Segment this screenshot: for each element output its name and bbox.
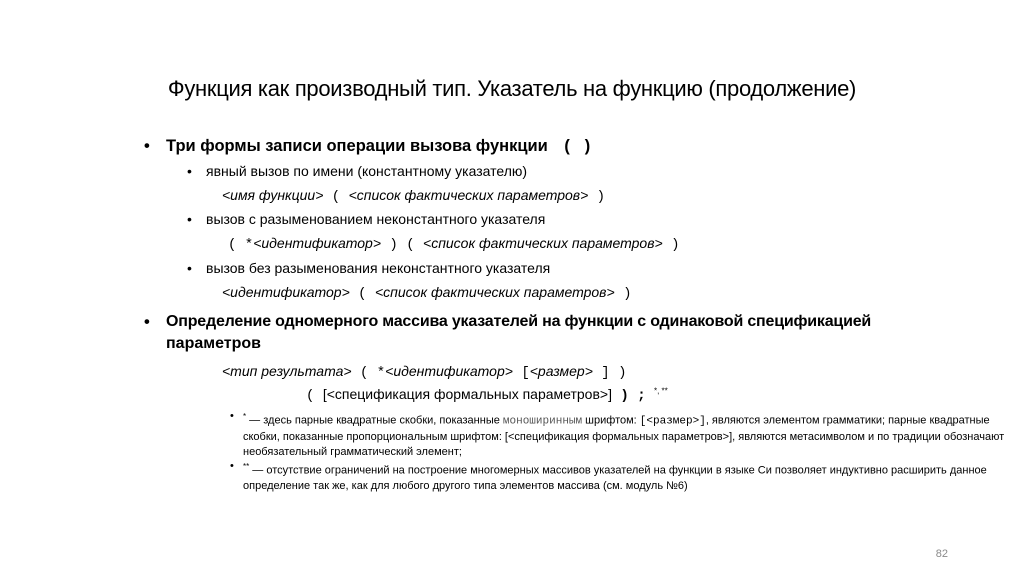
syntax-array-decl-line2 — [306, 386, 668, 404]
call-operator: ( ) — [562, 137, 593, 156]
syntax-part: ) — [588, 189, 606, 205]
sub-bullet-deref-call: вызов с разыменованием неконстантного указателя — [206, 211, 546, 227]
syntax-no-deref-call — [222, 284, 631, 302]
bullet-array-definition-cont: параметров — [166, 335, 261, 352]
syntax-part: ( — [323, 189, 349, 205]
sub-bullet-no-deref-call: вызов без разыменования неконстантного указателя — [206, 260, 551, 276]
syntax-part: ( * — [228, 237, 254, 253]
syntax-part: [<спецификация формальных параметров>] — [322, 386, 612, 402]
footnote-marks: *, ** — [654, 386, 668, 396]
syntax-part: <идентификатор> — [222, 284, 350, 300]
bullet-dot: • — [187, 260, 192, 276]
syntax-part: ( * — [351, 365, 386, 381]
bullet-dot: • — [187, 163, 192, 179]
syntax-part: <список фактических параметров> — [348, 187, 589, 203]
syntax-part: ) — [614, 286, 632, 302]
bullet-dot: • — [187, 211, 192, 227]
footnote-mark: ** — [243, 462, 250, 471]
syntax-part: ) — [662, 237, 680, 253]
footnote-mark: * — [243, 412, 247, 421]
footnote-brackets — [243, 409, 1013, 460]
syntax-part: ) ( — [381, 237, 424, 253]
slide-title: Функция как производный тип. Указатель на функцию (продолжение) — [167, 76, 857, 101]
note-part: , являются элементом грамматики; парные квадратные скобки, показанные пропорциональным шрифтом: [<спецификация формальных параметров>], являются метасимволом и по традиции обозначают необязательный грамматический элемент; — [243, 414, 1005, 458]
syntax-array-decl-line1 — [222, 363, 627, 381]
bullet-dot: • — [230, 460, 234, 472]
syntax-part: <список фактических параметров> — [423, 235, 663, 251]
bullet-dot: • — [230, 410, 234, 422]
sub-bullet-explicit-call: явный вызов по имени (константному указателю) — [206, 163, 528, 179]
syntax-part: <размер> — [529, 363, 593, 379]
syntax-part: [ — [512, 365, 530, 381]
note-part: [<размер>] — [639, 415, 706, 428]
page-number: 82 — [935, 548, 948, 560]
syntax-part: <идентификатор> — [385, 363, 513, 379]
note-part: моноширинным — [502, 415, 583, 428]
syntax-part: <имя функции> — [222, 187, 324, 203]
footnote-multidim — [243, 459, 1013, 494]
note-part: — здесь парные квадратные скобки, показанные — [246, 414, 503, 427]
bullet-forms-of-call — [166, 137, 592, 156]
bullet-dot: • — [144, 137, 150, 155]
syntax-part: ] ) — [592, 365, 627, 381]
bullet-text: Три формы записи операции вызова функции — [166, 137, 548, 155]
syntax-part: ( — [306, 388, 323, 404]
syntax-part: <идентификатор> — [253, 235, 381, 251]
syntax-part: <тип результата> — [222, 363, 352, 379]
bullet-array-definition: Определение одномерного массива указателей на функции с одинаковой спецификацией — [166, 313, 872, 330]
syntax-part: ( — [349, 286, 375, 302]
syntax-part: ) ; — [611, 388, 654, 404]
syntax-explicit-call — [222, 187, 605, 205]
syntax-part: <список фактических параметров> — [375, 284, 615, 300]
bullet-dot: • — [144, 313, 150, 331]
note-part: шрифтом: — [582, 414, 640, 427]
syntax-deref-call — [228, 235, 680, 253]
note-part: — отсутствие ограничений на построение многомерных массивов указателей на функции в языке Си позволяет индуктивно расширить данное определение так же, как для любого другого типа элементов массива (см. модуль №6) — [243, 464, 987, 492]
